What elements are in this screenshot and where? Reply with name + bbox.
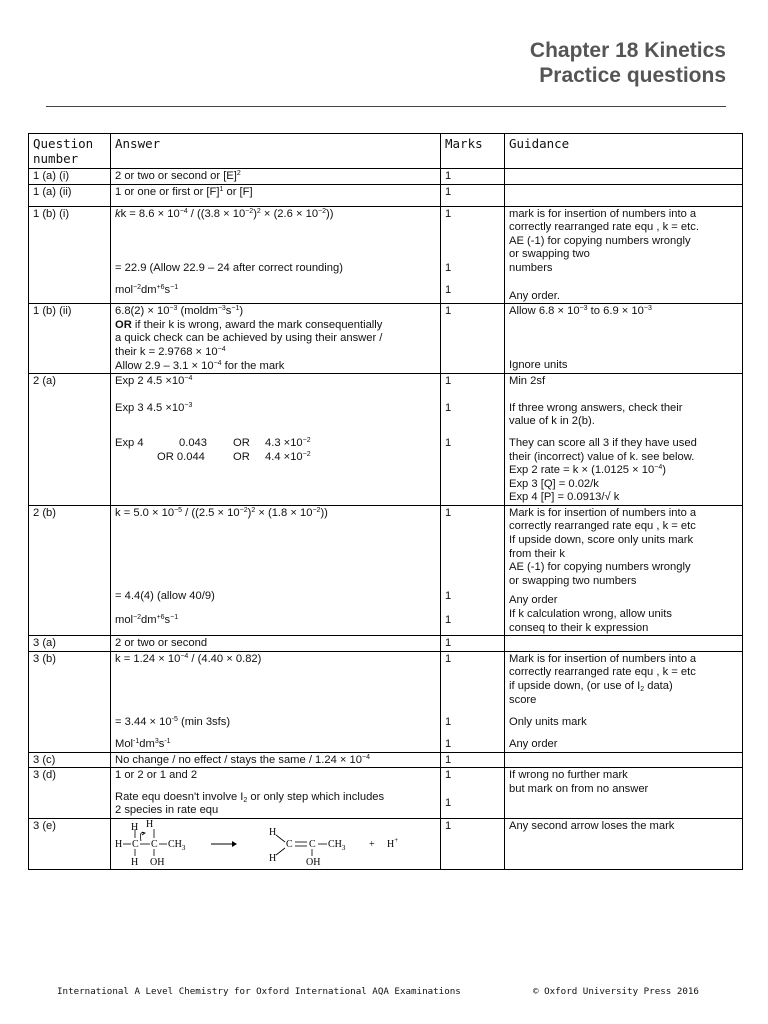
answer-cell: Exp 2 $4.5 \times 10^{-4}$ Exp 3 $4.5 \times 10^{-3}$ Exp 4 0.043 OR $4.3 \times 10^{-2}$ OR 0.044 OR $4.4 \times 10^{-2}$ (111, 374, 441, 506)
guidance-cell (505, 184, 743, 206)
atom-label: OH (150, 856, 165, 868)
mark-scheme-table (28, 133, 743, 870)
table-row (29, 169, 743, 185)
guidance-cell: Any second arrow loses the mark (505, 818, 743, 869)
question-cell: 2 (a) (29, 374, 111, 506)
atom-label: C (286, 838, 293, 850)
atom-label: OH (306, 856, 321, 868)
header-answer: Answer (111, 134, 441, 169)
marks-cell: 1 1 1 (441, 505, 505, 635)
header-rule (46, 106, 726, 107)
guidance-cell: Mark is for insertion of numbers into a correctly rearranged rate equ , k = etc if upside down, (or use of $I_2$ data) score Only units mark Any order (505, 651, 743, 752)
table-header-row (29, 134, 743, 169)
header-marks: Marks (441, 134, 505, 169)
atom-label: C (132, 838, 139, 850)
proton-label: H+ (387, 835, 399, 850)
guidance-cell: Min 2sf If three wrong answers, check their value of k in 2(b). They can score all 3 if they have used their (incorrect) value of k. see below. Exp 2 rate = $k \times (1.0125 \times 10^{-4})$ Exp 3 [Q] = 0.02/k Exp 4 [P] = 0.0913/√ k (505, 374, 743, 506)
atom-label: H (131, 856, 139, 868)
marks-cell: 1 (441, 636, 505, 652)
guidance-cell (505, 752, 743, 768)
guidance-cell: mark is for insertion of numbers into a correctly rearranged rate equ , k = etc. AE (-1) for copying numbers wrongly or swapping two numbers Any order. (505, 206, 743, 304)
question-cell: 1 (b) (i) (29, 206, 111, 304)
group-label: $CH_3$ (328, 838, 346, 852)
table-row (29, 768, 743, 819)
atom-label: H (269, 826, 277, 838)
question-cell: 3 (e) (29, 818, 111, 869)
reaction-scheme (111, 819, 437, 869)
question-cell: 1 (a) (i) (29, 169, 111, 185)
marks-cell: 1 1 1 (441, 206, 505, 304)
atom-label: H (131, 821, 139, 833)
answer-cell: No change / no effect / stays the same / $1.24 \times 10^{-4}$ (111, 752, 441, 768)
table-row (29, 651, 743, 752)
group-label: $CH_3$ (168, 838, 186, 852)
guidance-cell: Mark is for insertion of numbers into a correctly rearranged rate equ , k = etc If upside down, score only units mark from their k AE (-1) for copying numbers wrongly or swapping two numbers Any order If k calculation wrong, allow units conseq to their k expression (505, 505, 743, 635)
table-row (29, 505, 743, 635)
marks-cell: 1 1 1 (441, 651, 505, 752)
answer-cell: $6.8(2) \times 10^{-3}$ $(moldm^{-3}s^{-1})$ OR if their k is wrong, award the mark consequentially a quick check can be achieved by using their answer / their $k = 2.9768 \times 10^{-4}$ Allow $2.9 - 3.1 \times 10^{-4}$ for the mark (111, 304, 441, 374)
answer-cell: 2 or two or second (111, 636, 441, 652)
page-header (530, 38, 726, 88)
atom-label: C (309, 838, 316, 850)
atom-label: C (151, 838, 158, 850)
header-guidance: Guidance (505, 134, 743, 169)
plus-sign: + (369, 838, 375, 850)
footer-right: © Oxford University Press 2016 (533, 986, 699, 997)
answer-cell: kk = $8.6 \times 10^{-4} / ((3.8 \times 10^{-2})^2 \times (2.6 \times 10^{-2}))$ = 22.9 (Allow 22.9 – 24 after correct rounding) $mol^{-2}dm^{+6}s^{-1}$ (111, 206, 441, 304)
reaction-arrow-head (232, 841, 237, 847)
bond-line (276, 848, 285, 855)
question-cell: 3 (d) (29, 768, 111, 819)
answer-cell: $k = 5.0 \times 10^{-5} / ((2.5 \times 10^{-2})^2 \times (1.8 \times 10^{-2}))$ = 4.4(4) (allow 40/9) $mol^{-2}dm^{+6}s^{-1}$ (111, 505, 441, 635)
chapter-subtitle: Practice questions (539, 64, 726, 87)
answer-cell: 2 or two or second or $[E]^2$ (111, 169, 441, 185)
marks-cell: 1 1 1 (441, 374, 505, 506)
header-question: Question number (29, 134, 111, 169)
table-row (29, 636, 743, 652)
chapter-title: Chapter 18 Kinetics (529, 39, 726, 62)
answer-cell: 1 or 2 or 1 and 2 Rate equ doesn't involve $I_2$ or only step which includes 2 species in rate equ (111, 768, 441, 819)
marks-cell: 1 (441, 818, 505, 869)
answer-cell: 1 or one or first or $[F]^1$ or [F] (111, 184, 441, 206)
guidance-cell (505, 636, 743, 652)
atom-label: H (269, 852, 277, 864)
table-row (29, 752, 743, 768)
footer-left: International A Level Chemistry for Oxford International AQA Examinations (57, 986, 461, 997)
answer-cell (111, 818, 441, 869)
question-cell: 1 (b) (ii) (29, 304, 111, 374)
marks-cell: 1 1 (441, 768, 505, 819)
table-row (29, 184, 743, 206)
atom-label: H (146, 818, 154, 830)
question-cell: 3 (b) (29, 651, 111, 752)
marks-cell: 1 (441, 169, 505, 185)
marks-cell: 1 (441, 304, 505, 374)
table-row (29, 206, 743, 304)
table-row (29, 374, 743, 506)
guidance-cell: If wrong no further mark but mark on from no answer (505, 768, 743, 819)
marks-cell: 1 (441, 184, 505, 206)
table-row (29, 304, 743, 374)
answer-cell: $k = 1.24 \times 10^{-4} / (4.40 \times 0.82)$ = $3.44 \times 10^{-5}$ (min 3sfs) $Mol^{-1}dm^3s^{-1}$ (111, 651, 441, 752)
question-cell: 1 (a) (ii) (29, 184, 111, 206)
curly-arrow-head (142, 832, 145, 835)
bond-line (276, 835, 285, 842)
atom-label: H (115, 838, 123, 850)
question-cell: 2 (b) (29, 505, 111, 635)
question-cell: 3 (c) (29, 752, 111, 768)
guidance-cell: Allow $6.8 \times 10^{-3}$ to $6.9 \times 10^{-3}$ Ignore units (505, 304, 743, 374)
table-row (29, 818, 743, 869)
marks-cell: 1 (441, 752, 505, 768)
guidance-cell (505, 169, 743, 185)
question-cell: 3 (a) (29, 636, 111, 652)
